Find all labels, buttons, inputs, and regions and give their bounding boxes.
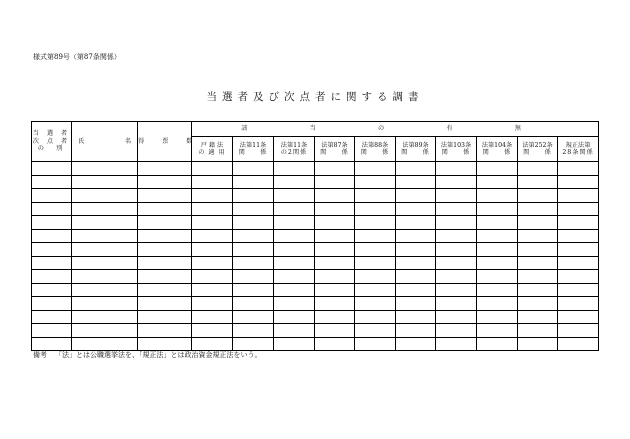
- table-cell[interactable]: [518, 283, 558, 297]
- table-cell[interactable]: [233, 229, 274, 243]
- table-cell[interactable]: [274, 337, 315, 351]
- table-cell[interactable]: [32, 162, 72, 176]
- table-cell[interactable]: [32, 283, 72, 297]
- table-cell[interactable]: [274, 243, 315, 257]
- table-cell[interactable]: [355, 324, 396, 338]
- table-cell[interactable]: [233, 243, 274, 257]
- table-cell[interactable]: [315, 202, 355, 216]
- table-cell[interactable]: [138, 175, 192, 189]
- table-cell[interactable]: [436, 270, 477, 284]
- table-cell[interactable]: [477, 337, 518, 351]
- header-applicability: 該 当 の 有 無: [192, 122, 599, 137]
- table-cell[interactable]: [396, 256, 436, 270]
- table-cell[interactable]: [396, 162, 436, 176]
- table-cell[interactable]: [436, 283, 477, 297]
- table-cell[interactable]: [72, 297, 138, 311]
- header-subcolumn-line-2: 関 係: [441, 149, 471, 156]
- table-cell[interactable]: [518, 229, 558, 243]
- header-subcolumn-line-2: の2関係: [280, 149, 308, 156]
- header-subcolumn-line-1: 法第252条: [522, 141, 553, 149]
- table-cell[interactable]: [477, 243, 518, 257]
- table-cell[interactable]: [355, 229, 396, 243]
- document-title: 当選者及び次点者に関する調書: [206, 91, 424, 103]
- table-cell[interactable]: [192, 216, 233, 230]
- table-cell[interactable]: [192, 297, 233, 311]
- table-cell[interactable]: [518, 337, 558, 351]
- table-cell[interactable]: [138, 283, 192, 297]
- table-cell[interactable]: [355, 162, 396, 176]
- table-cell[interactable]: [32, 337, 72, 351]
- table-cell[interactable]: [315, 162, 355, 176]
- table-cell[interactable]: [558, 297, 599, 311]
- note-text: 「法」とは公職選挙法を、「規正法」とは政治資金規正法をいう。: [55, 351, 262, 359]
- table-cell[interactable]: [477, 175, 518, 189]
- table-row: [32, 189, 599, 203]
- table-cell[interactable]: [192, 162, 233, 176]
- table-cell[interactable]: [32, 202, 72, 216]
- table-cell[interactable]: [518, 202, 558, 216]
- table-cell[interactable]: [138, 216, 192, 230]
- table-cell[interactable]: [477, 229, 518, 243]
- table-cell[interactable]: [396, 270, 436, 284]
- table-cell[interactable]: [518, 216, 558, 230]
- header-votes: 得 票 数: [138, 122, 192, 162]
- table-row: [32, 270, 599, 284]
- header-subcolumn-line-1: 法第104条: [481, 141, 513, 149]
- table-cell[interactable]: [72, 216, 138, 230]
- table-cell[interactable]: [32, 324, 72, 338]
- header-subcolumn-line-1: 法第103条: [440, 141, 472, 149]
- table-cell[interactable]: [274, 283, 315, 297]
- table-cell[interactable]: [274, 175, 315, 189]
- header-subcolumn-line-1: 戸 籍 法: [200, 141, 224, 149]
- header-subcolumn-line-1: 法第87条: [321, 141, 348, 149]
- header-name-left: 氏: [78, 137, 85, 145]
- table-cell[interactable]: [355, 283, 396, 297]
- table-row: [32, 337, 599, 351]
- table-cell[interactable]: [32, 270, 72, 284]
- table-cell[interactable]: [477, 256, 518, 270]
- table-cell[interactable]: [192, 324, 233, 338]
- table-cell[interactable]: [72, 229, 138, 243]
- header-subcolumn: [396, 137, 436, 162]
- table-cell[interactable]: [72, 324, 138, 338]
- table-cell[interactable]: [192, 175, 233, 189]
- table-cell[interactable]: [233, 324, 274, 338]
- table-cell[interactable]: [396, 189, 436, 203]
- table-cell[interactable]: [192, 310, 233, 324]
- table-cell[interactable]: [138, 189, 192, 203]
- table-cell[interactable]: [72, 337, 138, 351]
- table-row: [32, 243, 599, 257]
- table-cell[interactable]: [72, 256, 138, 270]
- table-cell[interactable]: [233, 256, 274, 270]
- table-cell[interactable]: [355, 256, 396, 270]
- table-cell[interactable]: [436, 337, 477, 351]
- header-subcolumn-line-1: 規正法第: [565, 141, 591, 149]
- note: [33, 351, 262, 360]
- table-cell[interactable]: [518, 162, 558, 176]
- table-cell[interactable]: [558, 270, 599, 284]
- table-cell[interactable]: [558, 229, 599, 243]
- table-cell[interactable]: [138, 270, 192, 284]
- table-cell[interactable]: [274, 162, 315, 176]
- table-cell[interactable]: [558, 162, 599, 176]
- table-cell[interactable]: [138, 337, 192, 351]
- header-winner-runnerup: [32, 122, 72, 162]
- table-cell[interactable]: [233, 175, 274, 189]
- table-cell[interactable]: [233, 310, 274, 324]
- table-cell[interactable]: [518, 243, 558, 257]
- table-cell[interactable]: [396, 175, 436, 189]
- table-cell[interactable]: [396, 229, 436, 243]
- table-cell[interactable]: [396, 243, 436, 257]
- header-subcolumn-line-2: 関 係: [238, 149, 268, 156]
- form-number: 様式第89号（第87条関係）: [33, 53, 121, 61]
- table-cell[interactable]: [233, 202, 274, 216]
- table-cell[interactable]: [396, 310, 436, 324]
- table-cell[interactable]: [315, 175, 355, 189]
- table-cell[interactable]: [315, 310, 355, 324]
- table-cell[interactable]: [518, 270, 558, 284]
- table-cell[interactable]: [436, 229, 477, 243]
- table-row: [32, 297, 599, 311]
- note-label: 備考: [33, 351, 47, 359]
- table-cell[interactable]: [72, 189, 138, 203]
- table-row: [32, 229, 599, 243]
- table-row: [32, 175, 599, 189]
- table-cell[interactable]: [518, 175, 558, 189]
- header-name-right: 名: [124, 137, 131, 145]
- table-row: [32, 162, 599, 176]
- table-row: [32, 310, 599, 324]
- table-cell[interactable]: [274, 189, 315, 203]
- table-cell[interactable]: [477, 216, 518, 230]
- table-cell[interactable]: [233, 297, 274, 311]
- table-cell[interactable]: [274, 270, 315, 284]
- table-cell[interactable]: [518, 297, 558, 311]
- table-cell[interactable]: [558, 175, 599, 189]
- header-subcolumn-line-2: 28条関係: [562, 149, 594, 156]
- table-cell[interactable]: [138, 297, 192, 311]
- table-cell[interactable]: [233, 270, 274, 284]
- table-cell[interactable]: [436, 256, 477, 270]
- header-subcolumn: [233, 137, 274, 162]
- table-cell[interactable]: [274, 324, 315, 338]
- table-cell[interactable]: [436, 202, 477, 216]
- table-cell[interactable]: [274, 216, 315, 230]
- table-cell[interactable]: [315, 283, 355, 297]
- header-subcolumn-line-1: 法第88条: [361, 141, 389, 149]
- table-cell[interactable]: [355, 175, 396, 189]
- table-cell[interactable]: [315, 337, 355, 351]
- table-cell[interactable]: [436, 243, 477, 257]
- table-cell[interactable]: [274, 297, 315, 311]
- table-cell[interactable]: [477, 162, 518, 176]
- table-cell[interactable]: [192, 256, 233, 270]
- header-subcolumn-line-1: 法第89条: [402, 141, 429, 149]
- header-winner-line-1: 当 選 者: [32, 130, 71, 138]
- table-cell[interactable]: [32, 216, 72, 230]
- table-cell[interactable]: [436, 175, 477, 189]
- table-row: [32, 202, 599, 216]
- table-cell[interactable]: [477, 283, 518, 297]
- header-subcolumn-line-2: 関 係: [320, 149, 349, 156]
- table-cell[interactable]: [72, 202, 138, 216]
- table-cell[interactable]: [355, 270, 396, 284]
- header-subcolumn-line-1: 法第11条: [280, 141, 308, 149]
- header-subcolumn-line-2: 関 係: [401, 149, 430, 156]
- table-cell[interactable]: [32, 310, 72, 324]
- table-cell[interactable]: [138, 256, 192, 270]
- table-cell[interactable]: [32, 175, 72, 189]
- table-cell[interactable]: [436, 310, 477, 324]
- table-cell[interactable]: [233, 162, 274, 176]
- table-cell[interactable]: [396, 202, 436, 216]
- table-cell[interactable]: [518, 310, 558, 324]
- table-cell[interactable]: [315, 216, 355, 230]
- table-row: [32, 216, 599, 230]
- table-cell[interactable]: [355, 243, 396, 257]
- table-cell[interactable]: [138, 202, 192, 216]
- table-cell[interactable]: [436, 324, 477, 338]
- table-cell[interactable]: [355, 310, 396, 324]
- table-cell[interactable]: [72, 310, 138, 324]
- table-cell[interactable]: [396, 324, 436, 338]
- table-cell[interactable]: [558, 202, 599, 216]
- table-cell[interactable]: [518, 256, 558, 270]
- table-cell[interactable]: [315, 243, 355, 257]
- table-cell[interactable]: [274, 310, 315, 324]
- table-cell[interactable]: [315, 229, 355, 243]
- table-cell[interactable]: [396, 297, 436, 311]
- table-cell[interactable]: [32, 229, 72, 243]
- table-cell[interactable]: [558, 256, 599, 270]
- header-subcolumn: [436, 137, 477, 162]
- table-cell[interactable]: [477, 202, 518, 216]
- table-cell[interactable]: [477, 270, 518, 284]
- table-cell[interactable]: [138, 243, 192, 257]
- header-row-1: [32, 122, 599, 137]
- table-cell[interactable]: [138, 324, 192, 338]
- table-cell[interactable]: [436, 297, 477, 311]
- table-cell[interactable]: [138, 162, 192, 176]
- table-row: [32, 256, 599, 270]
- table-cell[interactable]: [558, 310, 599, 324]
- survey-table-container: [31, 121, 598, 348]
- table-cell[interactable]: [192, 337, 233, 351]
- table-cell[interactable]: [558, 337, 599, 351]
- table-cell[interactable]: [138, 229, 192, 243]
- table-cell[interactable]: [315, 324, 355, 338]
- table-cell[interactable]: [192, 229, 233, 243]
- table-cell[interactable]: [274, 229, 315, 243]
- table-cell[interactable]: [477, 310, 518, 324]
- table-cell[interactable]: [355, 337, 396, 351]
- table-cell[interactable]: [558, 283, 599, 297]
- table-row: [32, 324, 599, 338]
- table-cell[interactable]: [192, 270, 233, 284]
- table-cell[interactable]: [72, 162, 138, 176]
- table-cell[interactable]: [436, 189, 477, 203]
- table-cell[interactable]: [518, 189, 558, 203]
- header-subcolumn: [315, 137, 355, 162]
- table-cell[interactable]: [315, 189, 355, 203]
- table-cell[interactable]: [558, 216, 599, 230]
- table-cell[interactable]: [233, 337, 274, 351]
- table-cell[interactable]: [72, 270, 138, 284]
- survey-table: [31, 121, 599, 351]
- table-cell[interactable]: [477, 297, 518, 311]
- header-subcolumn-line-2: 関 係: [360, 149, 390, 156]
- table-cell[interactable]: [192, 283, 233, 297]
- table-cell[interactable]: [436, 162, 477, 176]
- table-cell[interactable]: [192, 243, 233, 257]
- table-cell[interactable]: [192, 189, 233, 203]
- table-cell[interactable]: [355, 189, 396, 203]
- table-cell[interactable]: [518, 324, 558, 338]
- table-cell[interactable]: [233, 216, 274, 230]
- header-subcolumn: [518, 137, 558, 162]
- header-subcolumn: [274, 137, 315, 162]
- table-cell[interactable]: [32, 297, 72, 311]
- table-row: [32, 283, 599, 297]
- table-cell[interactable]: [558, 243, 599, 257]
- header-name: [72, 122, 138, 162]
- table-cell[interactable]: [558, 324, 599, 338]
- table-cell[interactable]: [355, 202, 396, 216]
- table-cell[interactable]: [32, 189, 72, 203]
- table-cell[interactable]: [436, 216, 477, 230]
- table-cell[interactable]: [72, 283, 138, 297]
- table-cell[interactable]: [233, 189, 274, 203]
- table-cell[interactable]: [396, 337, 436, 351]
- table-cell[interactable]: [274, 202, 315, 216]
- table-cell[interactable]: [396, 216, 436, 230]
- table-cell[interactable]: [396, 283, 436, 297]
- table-cell[interactable]: [72, 175, 138, 189]
- header-subcolumn-line-1: 法第11条: [239, 141, 267, 149]
- table-cell[interactable]: [477, 189, 518, 203]
- header-subcolumn-line-2: 関 係: [523, 149, 552, 156]
- table-cell[interactable]: [355, 297, 396, 311]
- table-cell[interactable]: [558, 189, 599, 203]
- table-cell[interactable]: [72, 243, 138, 257]
- table-cell[interactable]: [233, 283, 274, 297]
- header-subcolumn: [477, 137, 518, 162]
- table-cell[interactable]: [315, 270, 355, 284]
- table-cell[interactable]: [32, 243, 72, 257]
- table-cell[interactable]: [355, 216, 396, 230]
- table-cell[interactable]: [315, 256, 355, 270]
- table-cell[interactable]: [32, 256, 72, 270]
- header-subcolumn-line-2: の 適 用: [198, 149, 226, 156]
- header-subcolumn: [355, 137, 396, 162]
- header-winner-line-3: の 別: [37, 145, 66, 153]
- table-cell[interactable]: [477, 324, 518, 338]
- table-cell[interactable]: [192, 202, 233, 216]
- header-subcolumn: [558, 137, 599, 162]
- header-subcolumn-line-2: 関 係: [482, 149, 512, 156]
- table-cell[interactable]: [315, 297, 355, 311]
- table-cell[interactable]: [138, 310, 192, 324]
- header-winner-line-2: 次 点 者: [32, 137, 71, 145]
- table-cell[interactable]: [274, 256, 315, 270]
